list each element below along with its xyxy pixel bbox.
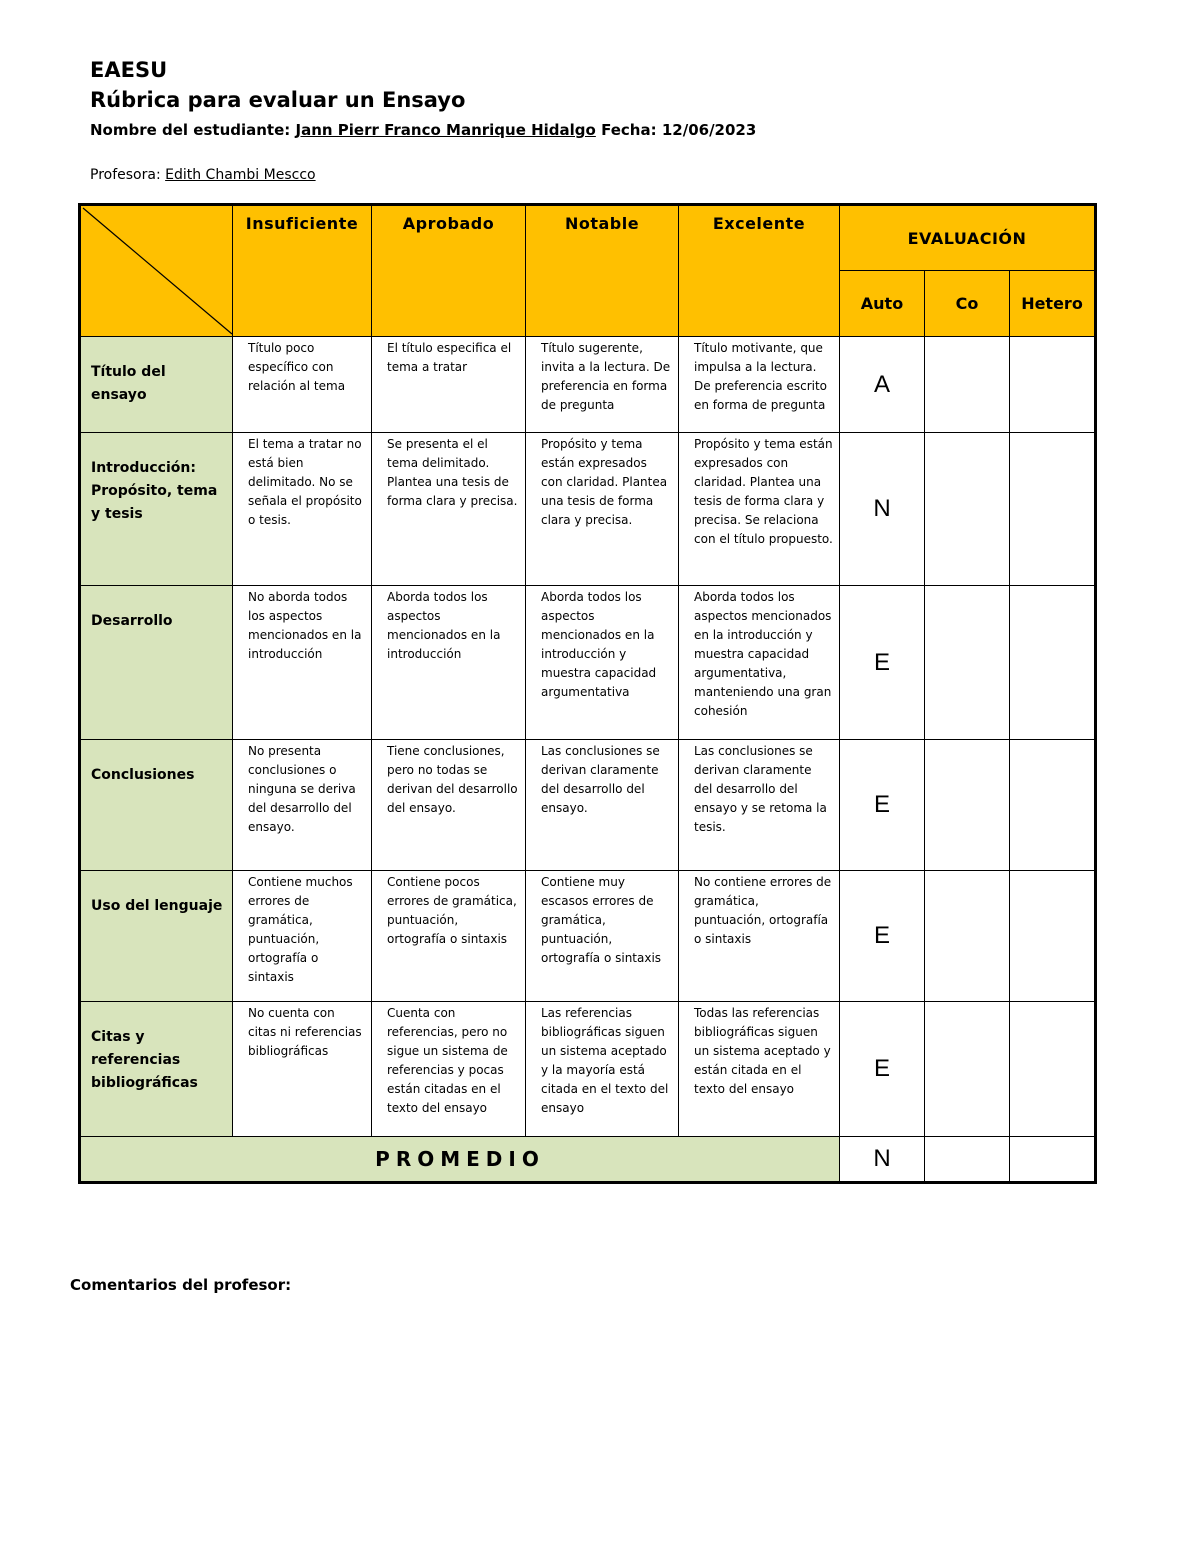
diagonal-corner-cell <box>80 205 233 337</box>
criterion-label: Título del ensayo <box>91 364 166 403</box>
descriptor-text: Las conclusiones se derivan claramente del desarrollo del ensayo. <box>541 744 660 815</box>
descriptor-text: Propósito y tema están expresados con claridad. Plantea una tesis de forma clara y precisa. <box>541 437 668 527</box>
criterion-label: Citas y referencias bibliográficas <box>91 1029 198 1091</box>
descriptor-text: Aborda todos los aspectos mencionados en la introducción <box>387 590 501 661</box>
grade-auto: E <box>840 871 925 1002</box>
rubric-table <box>78 203 1097 1184</box>
eval-col-auto: Auto <box>840 271 925 337</box>
average-row <box>80 1137 1096 1183</box>
comments-label: Comentarios del profesor: <box>70 1276 292 1294</box>
descriptor-text: Título motivante, que impulsa a la lectura. De preferencia escrito en forma de pregunta <box>694 341 828 412</box>
criterion-cell <box>80 1002 233 1137</box>
institution-name: EAESU <box>90 58 168 82</box>
grade-co <box>925 1002 1010 1137</box>
average-hetero <box>1010 1137 1096 1183</box>
descriptor-text: No cuenta con citas ni referencias bibliográficas <box>248 1006 362 1058</box>
descriptor-text: Tiene conclusiones, pero no todas se derivan del desarrollo del ensayo. <box>387 744 518 815</box>
level-cell <box>372 433 526 586</box>
descriptor-text: No contiene errores de gramática, puntuación, ortografía o sintaxis <box>694 875 832 946</box>
descriptor-text: No aborda todos los aspectos mencionados en la introducción <box>248 590 362 661</box>
eval-col-co: Co <box>925 271 1010 337</box>
descriptor-text: Todas las referencias bibliográficas siguen un sistema aceptado y están citada en el texto del ensayo <box>694 1006 831 1096</box>
level-cell <box>526 1002 679 1137</box>
grade-co <box>925 337 1010 433</box>
student-label: Nombre del estudiante: <box>90 121 291 139</box>
level-cell <box>679 1002 840 1137</box>
grade-hetero <box>1010 740 1096 871</box>
level-header-notable: Notable <box>526 205 679 337</box>
grade-co <box>925 586 1010 740</box>
descriptor-text: Aborda todos los aspectos mencionados en la introducción y muestra capacidad argumentativa <box>541 590 657 699</box>
grade-auto: E <box>840 1002 925 1137</box>
average-auto: N <box>840 1137 925 1183</box>
descriptor-text: Propósito y tema están expresados con claridad. Plantea una tesis de forma clara y precisa. Se relaciona con el título propuesto. <box>694 437 833 546</box>
grade-hetero <box>1010 1002 1096 1137</box>
level-cell <box>233 586 372 740</box>
student-line <box>90 118 756 142</box>
document-title: Rúbrica para evaluar un Ensayo <box>90 88 466 112</box>
table-row <box>80 1002 1096 1137</box>
grade-co <box>925 871 1010 1002</box>
table-row <box>80 337 1096 433</box>
table-row <box>80 586 1096 740</box>
grade-auto: A <box>840 337 925 433</box>
level-cell <box>526 871 679 1002</box>
evaluation-header: EVALUACIÓN <box>840 205 1096 271</box>
descriptor-text: Las conclusiones se derivan claramente del desarrollo del ensayo y se retoma la tesis. <box>694 744 827 834</box>
diagonal-line <box>81 206 234 336</box>
level-header-excelente: Excelente <box>679 205 840 337</box>
date-value: 12/06/2023 <box>661 121 757 139</box>
average-co <box>925 1137 1010 1183</box>
descriptor-text: El tema a tratar no está bien delimitado. No se señala el propósito o tesis. <box>248 437 362 527</box>
table-row <box>80 871 1096 1002</box>
teacher-label: Profesora: <box>90 167 161 183</box>
level-cell <box>233 433 372 586</box>
student-name: Jann Pierr Franco Manrique Hidalgo <box>295 121 596 139</box>
descriptor-text: Cuenta con referencias, pero no sigue un sistema de referencias y pocas están citadas en el texto del ensayo <box>387 1006 508 1115</box>
criterion-cell <box>80 740 233 871</box>
grade-co <box>925 740 1010 871</box>
criterion-label: Uso del lenguaje <box>91 898 223 914</box>
grade-hetero <box>1010 433 1096 586</box>
criterion-cell <box>80 337 233 433</box>
level-cell <box>372 1002 526 1137</box>
criterion-label: Introducción: Propósito, tema y tesis <box>91 460 218 522</box>
criterion-cell <box>80 586 233 740</box>
descriptor-text: Se presenta el el tema delimitado. Plantea una tesis de forma clara y precisa. <box>387 437 518 508</box>
date-label: Fecha: <box>601 121 657 139</box>
grade-hetero <box>1010 871 1096 1002</box>
descriptor-text: Contiene muchos errores de gramática, puntuación, ortografía o sintaxis <box>248 875 353 984</box>
grade-auto: E <box>840 740 925 871</box>
document-header <box>90 56 756 186</box>
level-cell <box>526 740 679 871</box>
criterion-cell <box>80 871 233 1002</box>
level-cell <box>526 433 679 586</box>
criterion-label: Conclusiones <box>91 767 195 783</box>
level-cell <box>233 740 372 871</box>
level-cell <box>679 433 840 586</box>
grade-hetero <box>1010 586 1096 740</box>
criterion-cell <box>80 433 233 586</box>
grade-hetero <box>1010 337 1096 433</box>
level-cell <box>679 586 840 740</box>
eval-col-hetero: Hetero <box>1010 271 1096 337</box>
level-cell <box>679 871 840 1002</box>
descriptor-text: Contiene muy escasos errores de gramática, puntuación, ortografía o sintaxis <box>541 875 662 965</box>
teacher-line <box>90 164 756 186</box>
teacher-name: Edith Chambi Mescco <box>165 167 316 183</box>
level-cell <box>233 1002 372 1137</box>
level-cell <box>233 337 372 433</box>
level-header-insuficiente: Insuficiente <box>233 205 372 337</box>
criterion-label: Desarrollo <box>91 613 173 629</box>
level-cell <box>526 337 679 433</box>
descriptor-text: Aborda todos los aspectos mencionados en la introducción y muestra capacidad argumentativa, manteniendo una gran cohesión <box>694 590 832 718</box>
descriptor-text: Las referencias bibliográficas siguen un sistema aceptado y la mayoría está citada en el texto del ensayo <box>541 1006 669 1115</box>
descriptor-text: No presenta conclusiones o ninguna se deriva del desarrollo del ensayo. <box>248 744 356 834</box>
descriptor-text: Título sugerente, invita a la lectura. De preferencia en forma de pregunta <box>541 341 671 412</box>
grade-co <box>925 433 1010 586</box>
level-header-aprobado: Aprobado <box>372 205 526 337</box>
descriptor-text: Título poco específico con relación al tema <box>248 341 346 393</box>
level-cell <box>372 740 526 871</box>
level-cell <box>372 586 526 740</box>
table-row <box>80 740 1096 871</box>
level-cell <box>526 586 679 740</box>
average-label: PROMEDIO <box>80 1137 840 1183</box>
table-row <box>80 433 1096 586</box>
level-cell <box>372 337 526 433</box>
grade-auto: E <box>840 586 925 740</box>
descriptor-text: El título especifica el tema a tratar <box>387 341 512 374</box>
level-cell <box>233 871 372 1002</box>
level-cell <box>372 871 526 1002</box>
grade-auto: N <box>840 433 925 586</box>
level-cell <box>679 337 840 433</box>
level-cell <box>679 740 840 871</box>
descriptor-text: Contiene pocos errores de gramática, puntuación, ortografía o sintaxis <box>387 875 517 946</box>
